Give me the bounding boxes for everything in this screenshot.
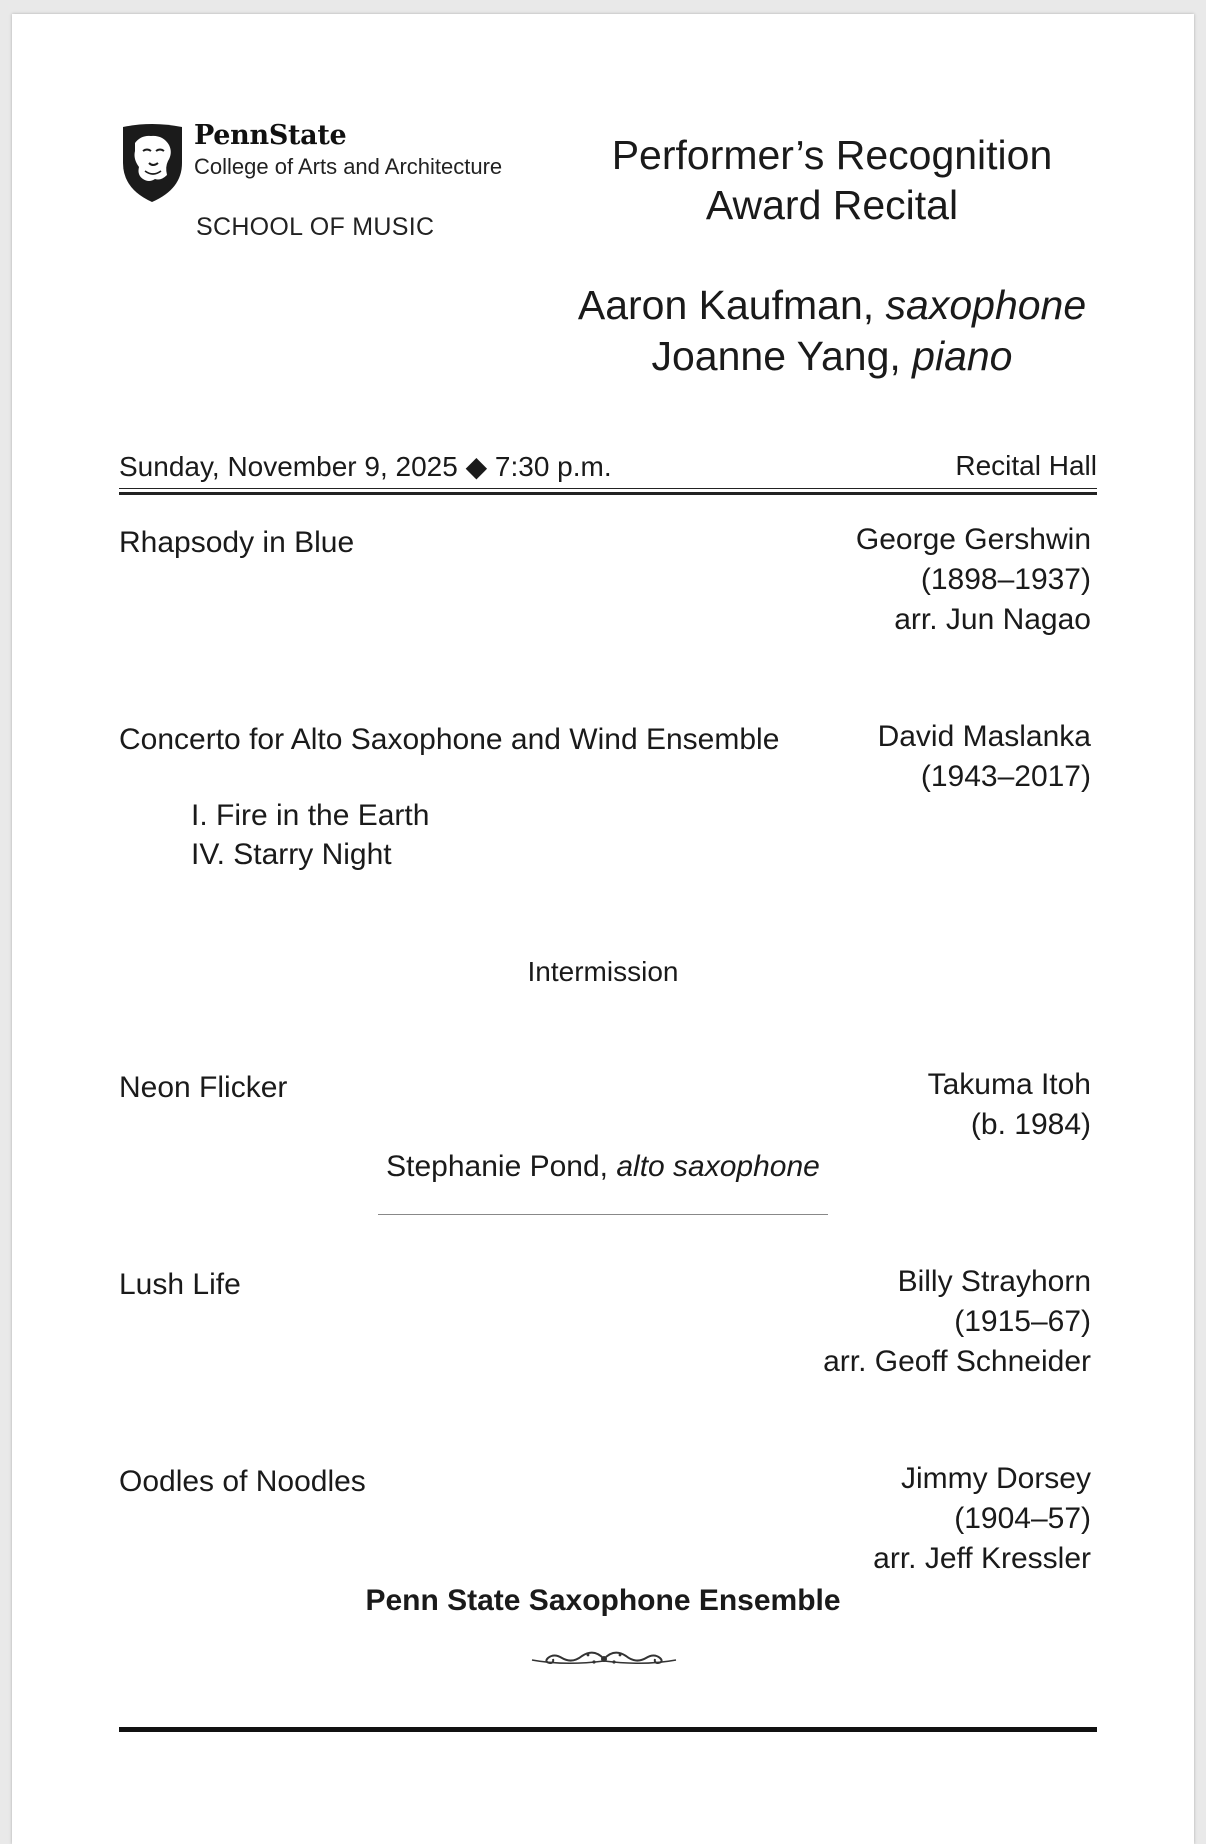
composer-dates: (1898–1937) (920, 563, 1091, 596)
college-name: College of Arts and Architecture (194, 154, 503, 179)
composer-dates: (1904–57) (954, 1502, 1091, 1535)
piece-title: Neon Flicker (119, 1071, 288, 1104)
composer-name: Jimmy Dorsey (900, 1462, 1091, 1495)
nittany-lion-shield-icon (121, 123, 184, 203)
performer-instrument: saxophone (885, 282, 1087, 328)
title-line-1: Performer’s Recognition (611, 132, 1053, 178)
composer-name: George Gershwin (855, 523, 1091, 556)
movement-list (191, 796, 429, 874)
performer-line (527, 331, 1137, 382)
composer-name: David Maslanka (877, 720, 1091, 753)
piece-title: Lush Life (119, 1268, 241, 1301)
movement: IV. Starry Night (191, 838, 392, 871)
intermission-label: Intermission (527, 956, 679, 987)
performers (527, 280, 1137, 382)
guest-instrument: alto saxophone (616, 1150, 820, 1183)
arranger: arr. Jeff Kressler (873, 1542, 1091, 1575)
piece-title: Concerto for Alto Saxophone and Wind Ensemble (119, 723, 780, 756)
guest-performer (12, 1150, 1194, 1184)
section-divider (378, 1214, 828, 1215)
composer-dates: (b. 1984) (970, 1108, 1091, 1141)
title-line-2: Award Recital (705, 182, 959, 228)
performer-instrument: piano (912, 333, 1013, 379)
program-page (12, 14, 1194, 1844)
brand-name: PennState (194, 120, 347, 151)
event-venue: Recital Hall (955, 450, 1097, 481)
composer-dates: (1915–67) (954, 1305, 1091, 1338)
arranger: arr. Geoff Schneider (823, 1345, 1091, 1378)
composer-info (873, 1459, 1091, 1579)
school-name: SCHOOL OF MUSIC (196, 213, 435, 241)
composer-info (823, 1262, 1091, 1382)
flourish-ornament-icon (524, 1644, 684, 1674)
composer-info (856, 520, 1091, 640)
guest-name: Stephanie Pond, (386, 1150, 617, 1183)
event-date-time: Sunday, November 9, 2025 ◆ 7:30 p.m. (119, 451, 612, 482)
piece-title: Oodles of Noodles (119, 1465, 366, 1498)
bottom-divider (119, 1727, 1097, 1732)
double-divider (119, 488, 1097, 495)
performer-name: Joanne Yang, (651, 333, 913, 379)
composer-info (878, 717, 1091, 797)
movement: I. Fire in the Earth (191, 799, 430, 832)
ensemble-name: Penn State Saxophone Ensemble (365, 1584, 841, 1617)
composer-info (928, 1065, 1091, 1145)
recital-title (552, 130, 1112, 230)
composer-name: Takuma Itoh (927, 1068, 1091, 1101)
piece-title: Rhapsody in Blue (119, 526, 355, 559)
composer-name: Billy Strayhorn (897, 1265, 1091, 1298)
arranger: arr. Jun Nagao (894, 603, 1091, 636)
composer-dates: (1943–2017) (920, 760, 1091, 793)
performer-name: Aaron Kaufman, (577, 282, 886, 328)
performer-line (527, 280, 1137, 331)
